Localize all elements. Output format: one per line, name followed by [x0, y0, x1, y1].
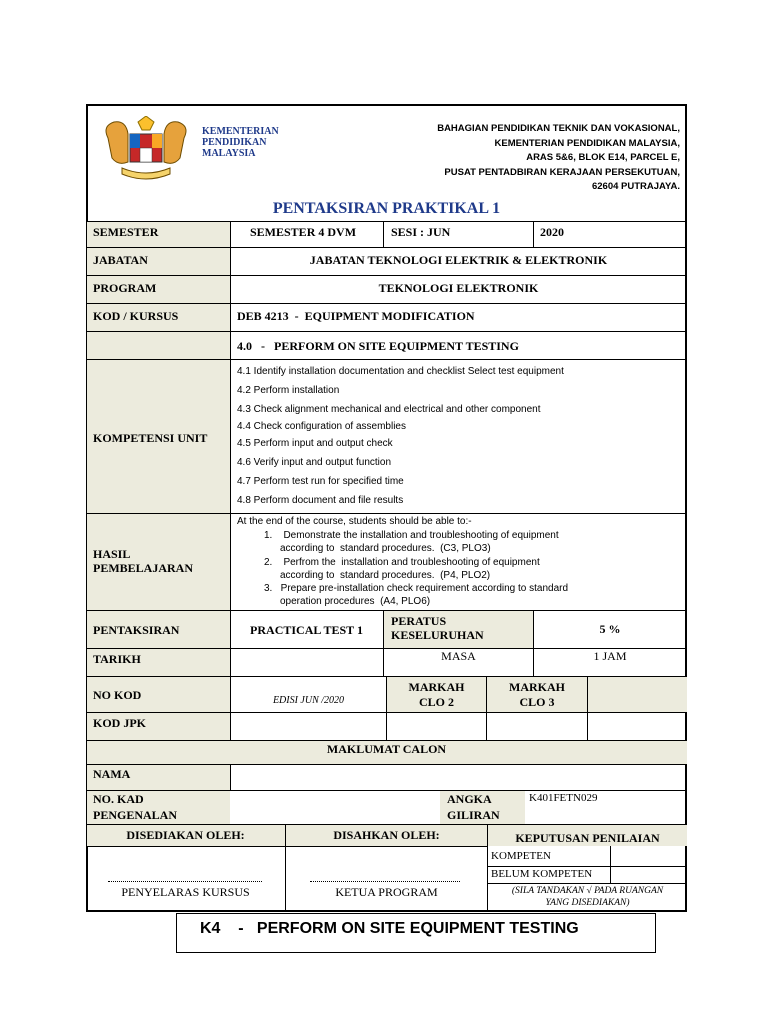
- markah-clo3-1: MARKAH: [509, 680, 565, 694]
- angka-label-1: ANGKA: [447, 792, 492, 806]
- jabatan-label: JABATAN: [93, 253, 148, 267]
- hasil-label-2: PEMBELAJARAN: [93, 561, 194, 575]
- semester-label: SEMESTER: [93, 225, 159, 239]
- ministry-line-3: MALAYSIA: [202, 148, 256, 159]
- belum-kompeten-label: BELUM KOMPETEN: [491, 868, 593, 880]
- form-title: PENTAKSIRAN PRAKTIKAL 1: [272, 200, 501, 217]
- rule: [487, 866, 687, 867]
- rule: [86, 764, 687, 765]
- tarikh-label: TARIKH: [93, 652, 141, 666]
- hasil-intro: At the end of the course, students should be able to:-: [237, 516, 472, 527]
- keputusan-label: KEPUTUSAN PENILAIAN: [515, 831, 660, 845]
- disahkan-label: DISAHKAN OLEH:: [333, 828, 440, 842]
- hasil-line: 1. Demonstrate the installation and troubleshooting of equipment: [264, 530, 559, 541]
- unit-title: 4.0 - PERFORM ON SITE EQUIPMENT TESTING: [237, 339, 519, 353]
- rule: [533, 610, 534, 676]
- disediakan-label: DISEDIAKAN OLEH:: [126, 828, 245, 842]
- kompetensi-item: 4.3 Check alignment mechanical and electrical and other component: [237, 404, 541, 415]
- hasil-line: operation procedures (A4, PLO6): [280, 596, 431, 607]
- edisi-label: EDISI JUN /2020: [272, 695, 345, 706]
- note-line-1: (SILA TANDAKAN √ PADA RUANGAN: [511, 886, 664, 896]
- percent-value: 5 %: [599, 622, 621, 636]
- coat-of-arms-icon: [100, 116, 192, 184]
- rule: [86, 247, 687, 248]
- program-label: PROGRAM: [93, 281, 157, 295]
- hasil-line: 3. Prepare pre-installation check requirement according to standard: [264, 583, 569, 594]
- rule: [610, 846, 611, 883]
- rule: [86, 610, 687, 611]
- kod-kursus-value: DEB 4213 - EQUIPMENT MODIFICATION: [237, 309, 475, 323]
- markah-clo2-2: CLO 2: [418, 695, 454, 709]
- kod-jpk-label: KOD JPK: [93, 716, 146, 730]
- rule: [86, 359, 687, 360]
- markah-clo3-2: CLO 3: [519, 695, 555, 709]
- kod-kursus-label: KOD / KURSUS: [93, 309, 179, 323]
- rule: [86, 275, 687, 276]
- kompetensi-item: 4.6 Verify input and output function: [237, 457, 391, 468]
- penyelaras-label: PENYELARAS KURSUS: [121, 885, 250, 899]
- address-line-5: 62604 PUTRAJAYA.: [591, 181, 680, 192]
- rule: [86, 303, 687, 304]
- address-line-3: ARAS 5&6, BLOK E14, PARCEL E,: [526, 152, 680, 163]
- kompetensi-item: 4.8 Perform document and file results: [237, 495, 404, 506]
- address-line-2: KEMENTERIAN PENDIDIKAN MALAYSIA,: [494, 137, 680, 149]
- masa-label: MASA: [441, 649, 476, 663]
- jabatan-value: JABATAN TEKNOLOGI ELEKTRIK & ELEKTRONIK: [309, 253, 608, 267]
- no-kad-label-1: NO. KAD: [93, 792, 144, 806]
- no-kod-label: NO KOD: [93, 688, 142, 702]
- peratus-label-1: PERATUS: [391, 614, 447, 628]
- pentaksiran-label: PENTAKSIRAN: [93, 623, 180, 637]
- rule: [86, 740, 687, 741]
- ministry-line-1: KEMENTERIAN: [202, 126, 279, 137]
- rule: [587, 676, 588, 740]
- masa-value: 1 JAM: [593, 649, 627, 663]
- program-value: TEKNOLOGI ELEKTRONIK: [378, 281, 539, 295]
- nama-label: NAMA: [93, 767, 131, 781]
- kompetensi-item: 4.1 Identify installation documentation and checklist Select test equipment: [237, 366, 564, 377]
- kompetensi-item: 4.7 Perform test run for specified time: [237, 476, 404, 487]
- no-kad-label-2: PENGENALAN: [93, 808, 178, 822]
- ministry-address: [437, 122, 680, 195]
- ministry-name: [202, 126, 279, 159]
- hasil-line: 2. Perfrom the installation and troubleshooting of equipment: [264, 557, 540, 568]
- rule: [383, 221, 384, 247]
- hasil-line: according to standard procedures. (C3, PLO3): [280, 543, 491, 554]
- rule: [86, 790, 687, 791]
- rule: [383, 610, 384, 676]
- note-line-2: YANG DISEDIAKAN): [545, 898, 630, 908]
- rule: [533, 221, 534, 247]
- kompetensi-item: 4.2 Perform installation: [237, 385, 340, 396]
- semester-value: SEMESTER 4 DVM: [250, 225, 357, 239]
- kompetensi-item: 4.5 Perform input and output check: [237, 438, 393, 449]
- kompetensi-label: KOMPETENSI UNIT: [93, 431, 208, 445]
- rule: [86, 513, 687, 514]
- hasil-line: according to standard procedures. (P4, PLO2): [280, 570, 491, 581]
- rule: [230, 221, 231, 740]
- signature-line: [108, 881, 262, 882]
- angka-giliran-value: K401FETN029: [529, 792, 598, 804]
- rule: [86, 846, 487, 847]
- pentaksiran-value: PRACTICAL TEST 1: [250, 623, 363, 637]
- kompeten-label: KOMPETEN: [491, 850, 551, 862]
- address-line-4: PUSAT PENTADBIRAN KERAJAAN PERSEKUTUAN,: [444, 166, 680, 178]
- rule: [487, 883, 687, 884]
- hasil-label-1: HASIL: [93, 547, 131, 561]
- year-value: 2020: [540, 225, 564, 239]
- rule: [86, 331, 687, 332]
- angka-label-2: GILIRAN: [447, 808, 500, 822]
- rule: [86, 824, 687, 825]
- markah-clo2-1: MARKAH: [408, 680, 465, 694]
- sesi-value: SESI : JUN: [391, 225, 451, 239]
- peratus-label-2: KESELURUHAN: [391, 628, 484, 642]
- ketua-program-label: KETUA PROGRAM: [335, 885, 438, 899]
- address-line-1: BAHAGIAN PENDIDIKAN TEKNIK DAN VOKASIONAL,: [437, 123, 680, 134]
- rule: [230, 764, 231, 790]
- ministry-line-2: PENDIDIKAN: [202, 137, 267, 148]
- rule: [86, 221, 687, 222]
- label-bg: [87, 331, 230, 359]
- footer-title: K4 - PERFORM ON SITE EQUIPMENT TESTING: [200, 920, 579, 937]
- kompetensi-item: 4.4 Check configuration of assemblies: [237, 421, 406, 432]
- signature-line: [310, 881, 460, 882]
- maklumat-calon-header: MAKLUMAT CALON: [326, 742, 447, 756]
